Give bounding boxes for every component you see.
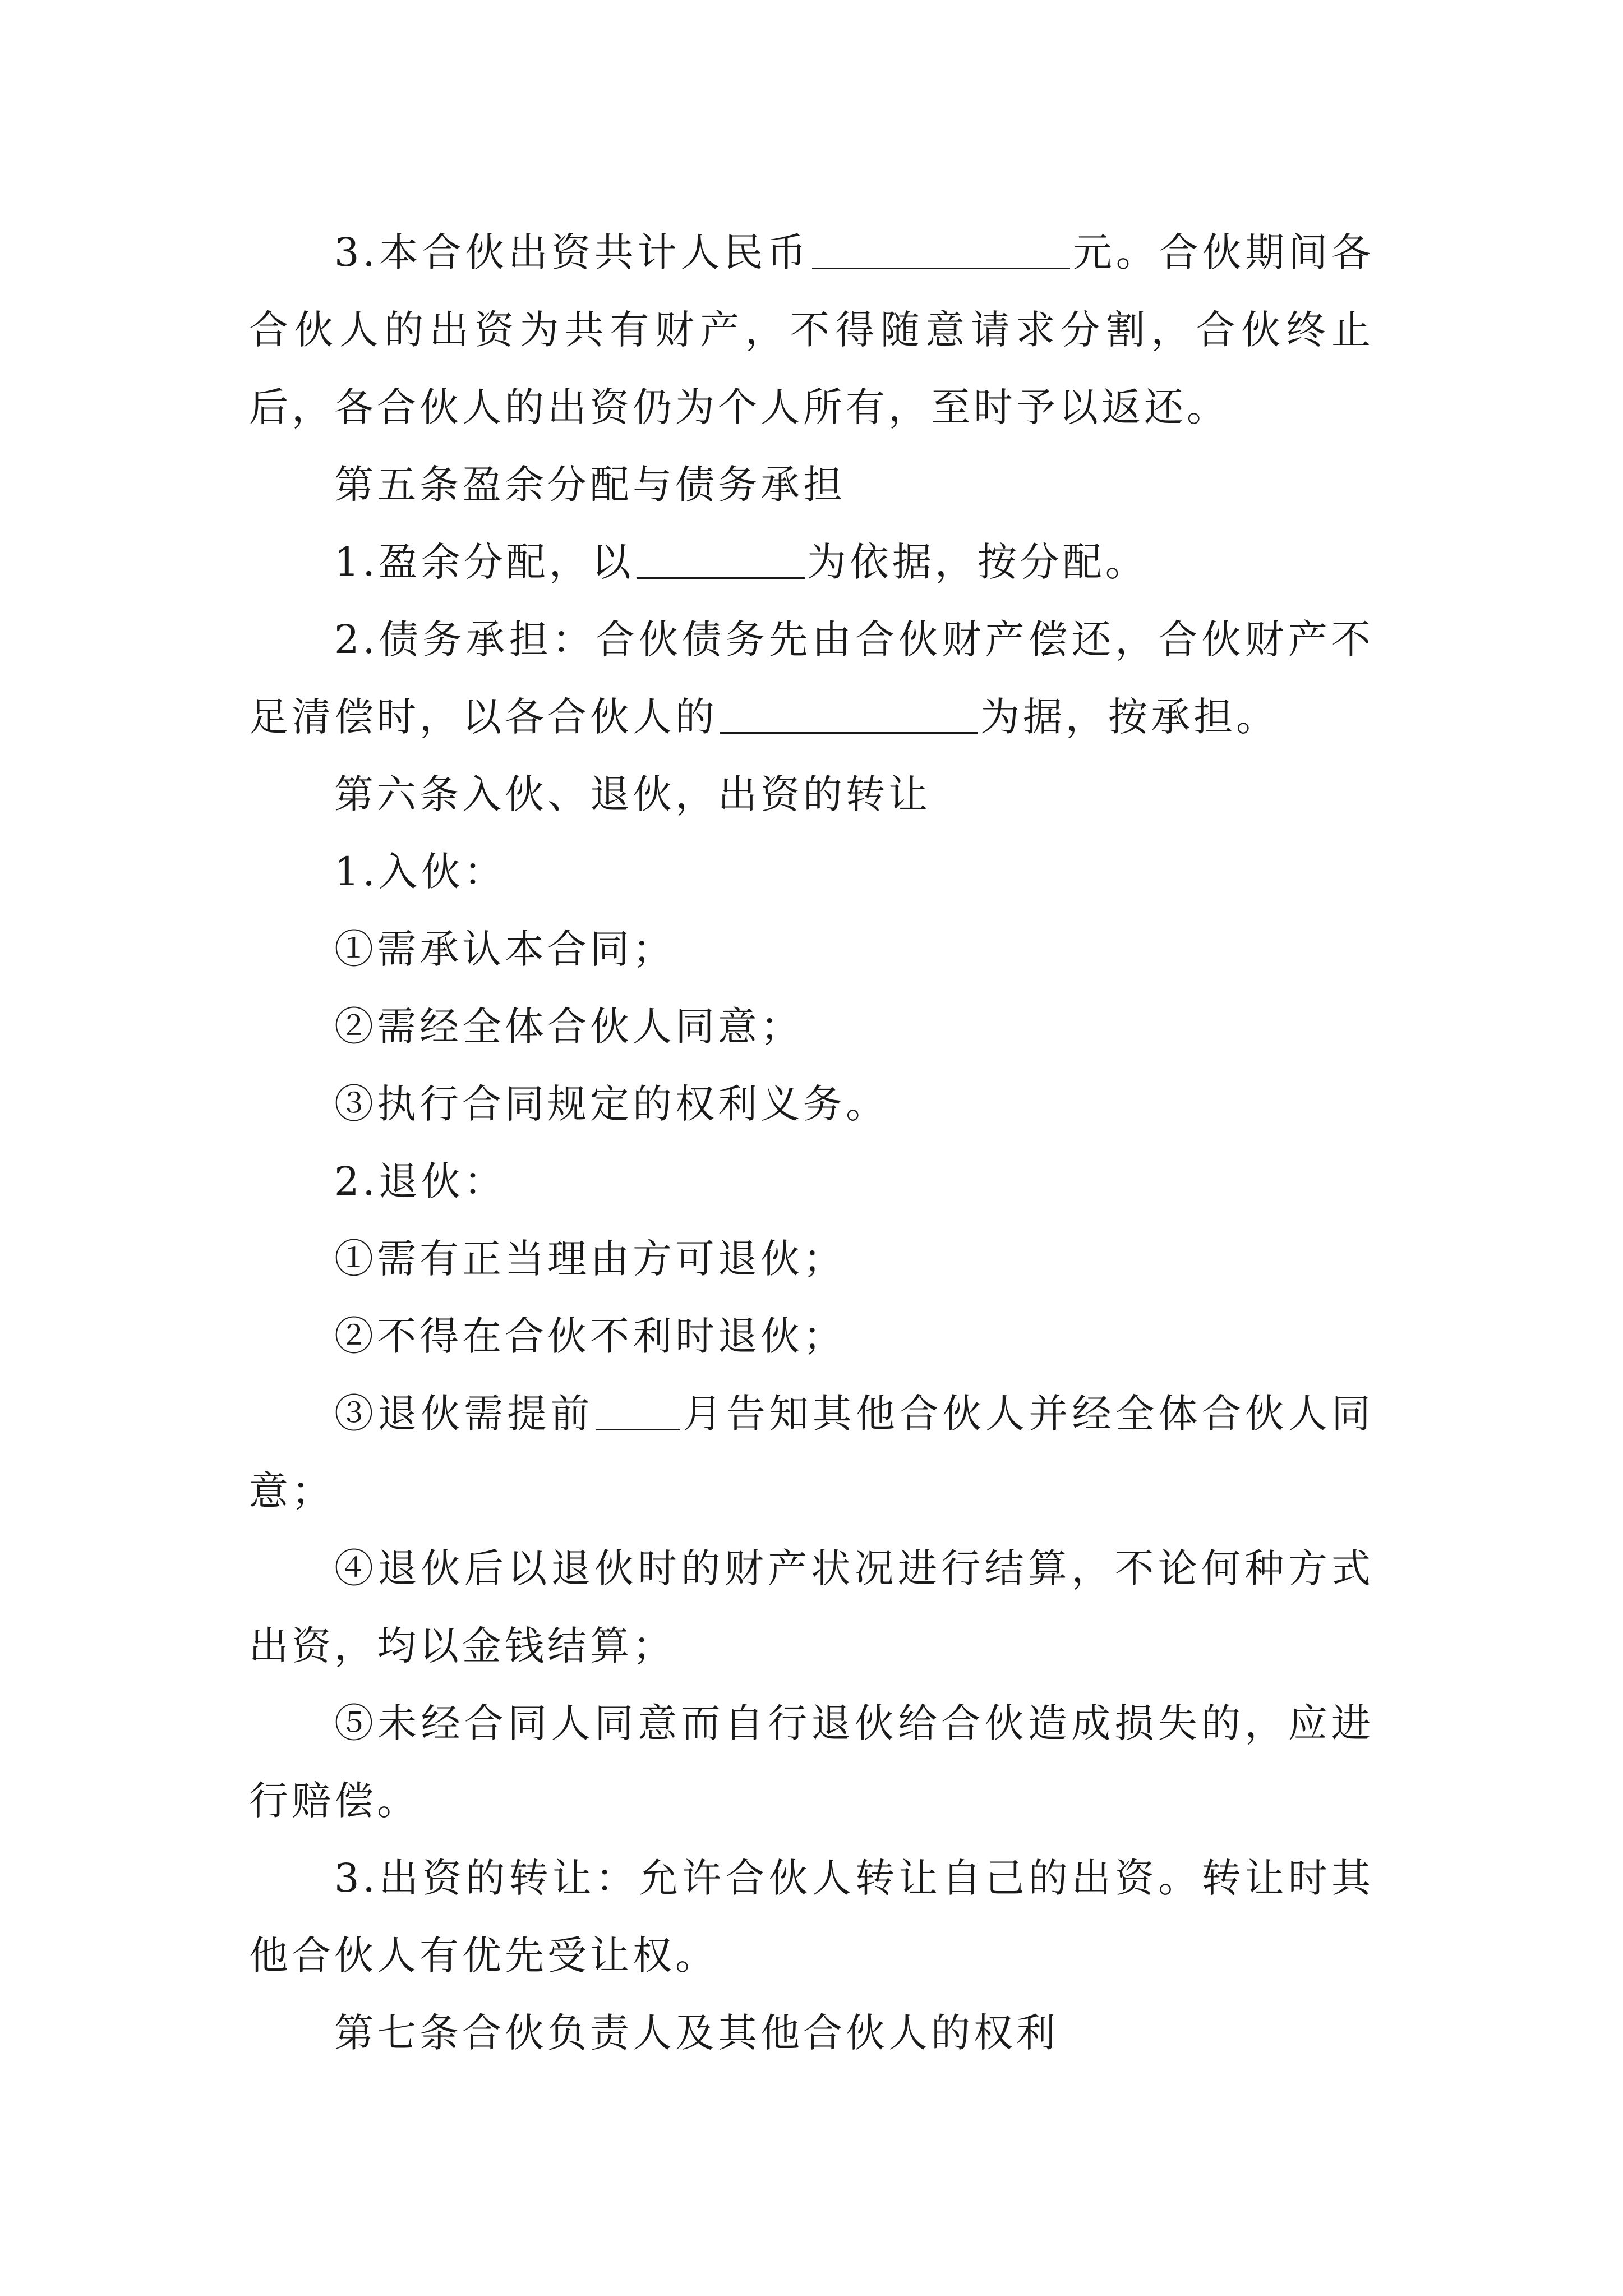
debt-text-after: 为据，按承担。 [980,694,1279,740]
transfer-paragraph: 3.出资的转让：允许合伙人转让自己的出资。转让时其他合伙人有优先受让权。 [249,1855,1374,1978]
article-5-heading: 第五条盈余分配与债务承担 [334,462,846,508]
capital-amount-blank [812,228,1070,269]
debt-basis-blank [720,693,978,734]
quit-3-text-after: 月告知其他合伙人并经全体合伙人同意； [249,1391,1375,1514]
quit-item-3 [249,1375,1374,1530]
join-title: 1.入伙： [334,849,506,895]
quit-item-2: ②不得在合伙不利时退伙； [334,1313,846,1359]
debt-paragraph [249,601,1374,756]
profit-distribution-paragraph [249,523,1374,601]
join-item-1: ①需承认本合同； [334,926,675,972]
quit-item-1: ①需有正当理由方可退伙； [334,1236,846,1282]
profit-basis-blank [637,538,805,579]
join-item-3: ③执行合同规定的权利义务。 [334,1081,888,1127]
quit-3-text-before: ③退伙需提前 [334,1391,594,1437]
join-item-2: ②需经全体合伙人同意； [334,1004,803,1050]
contract-body [249,214,1374,2072]
profit-text-before: 1.盈余分配，以 [334,539,634,585]
profit-text-after: 为依据，按分配。 [806,539,1148,585]
capital-text-before: 3.本合伙出资共计人民币 [334,229,810,275]
debt-text-before: 2.债务承担：合伙债务先由合伙财产偿还，合伙财产不足清偿时，以各合伙人的 [249,616,1374,740]
quit-item-5: ⑤未经合同人同意而自行退伙给合伙造成损失的，应进行赔偿。 [249,1700,1374,1824]
notice-months-blank [596,1389,680,1430]
article-7-heading: 第七条合伙负责人及其他合伙人的权利 [334,2010,1059,2056]
quit-title: 2.退伙： [334,1158,506,1204]
article-6-heading: 第六条入伙、退伙，出资的转让 [334,771,931,817]
capital-paragraph [249,214,1374,446]
quit-item-4: ④退伙后以退伙时的财产状况进行结算，不论何种方式出资，均以金钱结算； [249,1545,1374,1669]
capital-text-after: 元。合伙期间各合伙人的出资为共有财产，不得随意请求分割，合伙终止后，各合伙人的出资仍为个人所有，至时予以返还。 [249,229,1374,430]
